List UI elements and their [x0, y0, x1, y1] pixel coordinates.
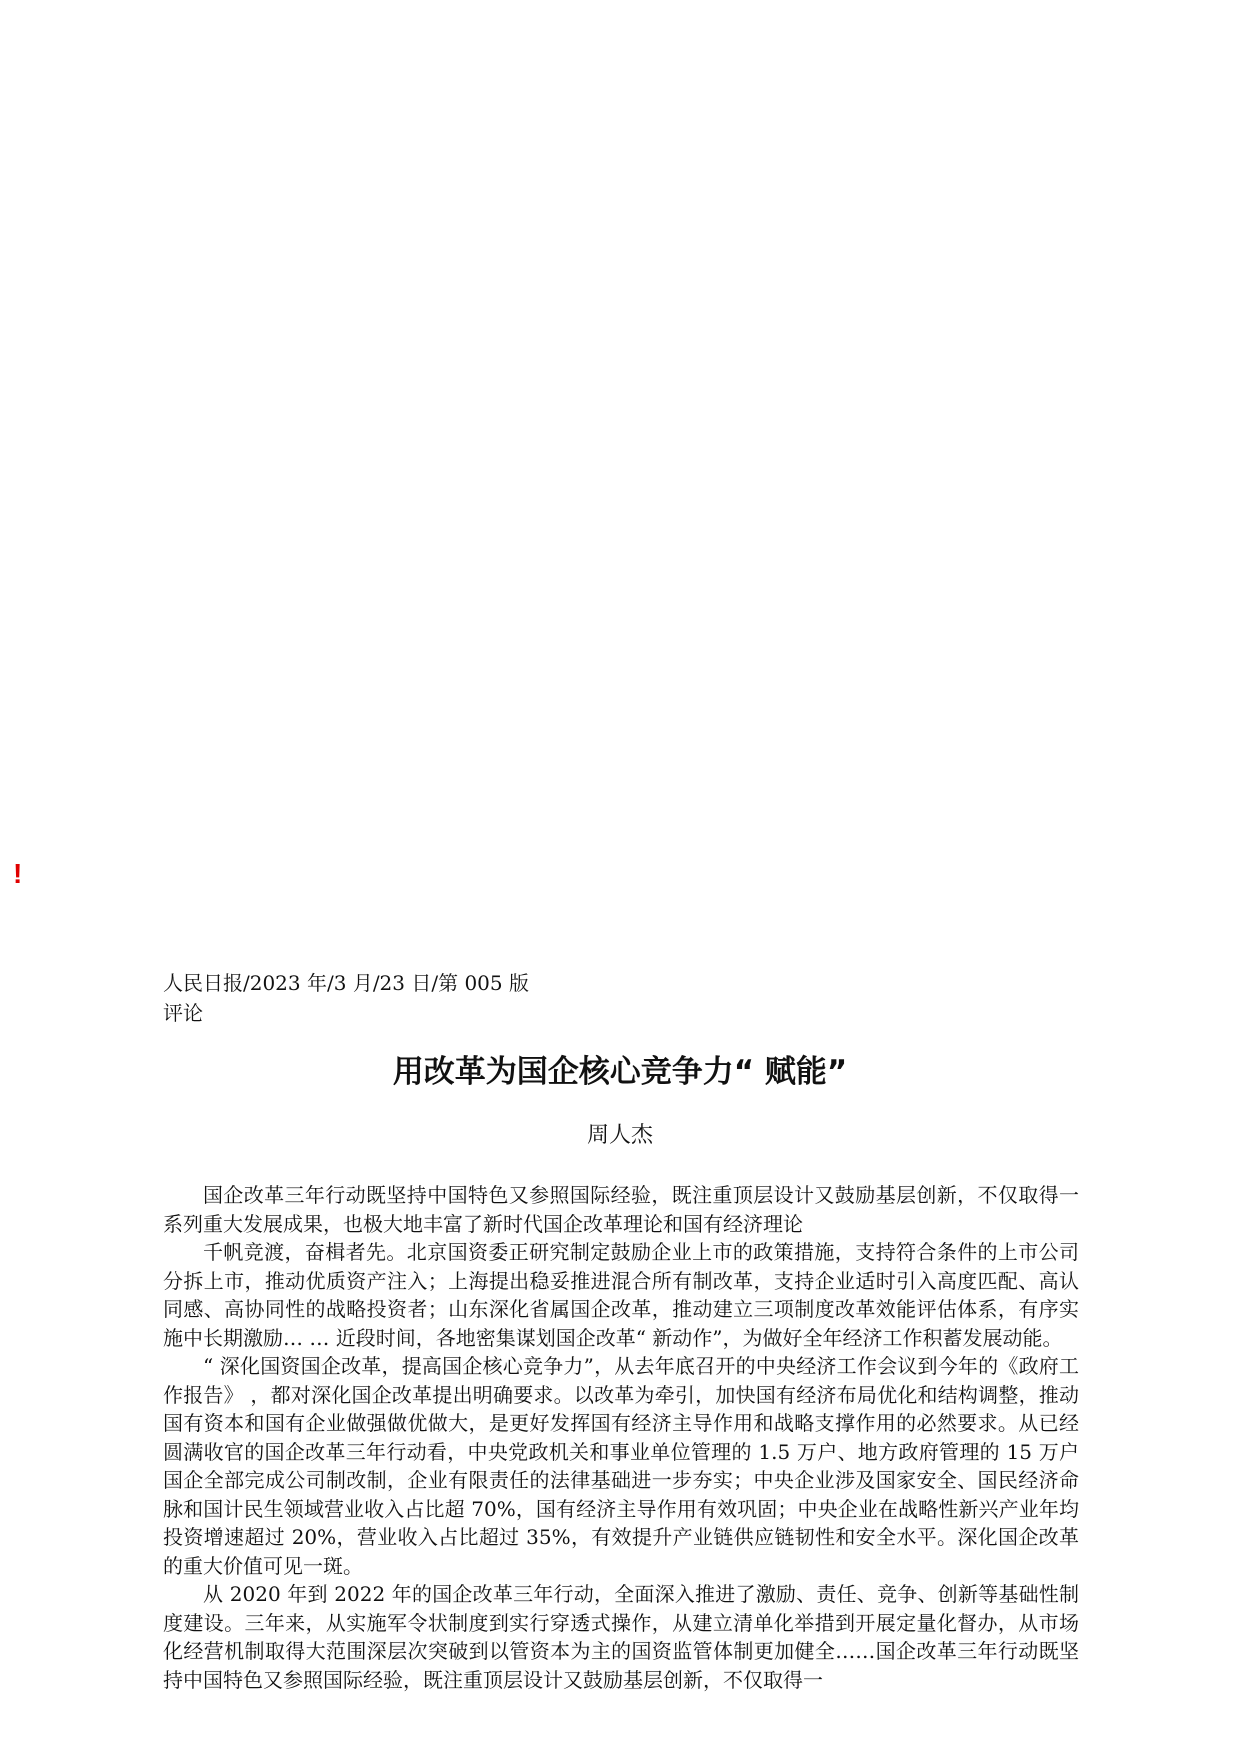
paragraph-4: 从 2020 年到 2022 年的国企改革三年行动，全面深入推进了激励、责任、竞争、创新等基础性制度建设。三年来，从实施军令状制度到实行穿透式操作，从建立清单化举措到开展定量化督办，从市场化经营机制取得大范围深层次突破到以管资本为主的国资监管体制更加健全……国企改革三年行动既坚持中国特色又参照国际经验，既注重顶层设计又鼓励基层创新，不仅取得一 [163, 1582, 1079, 1692]
source-line: 人民日报/2023 年/3 月/23 日/第 005 版评论 [163, 971, 529, 1025]
paragraph-1: 国企改革三年行动既坚持中国特色又参照国际经验，既注重顶层设计又鼓励基层创新，不仅取得一系列重大发展成果，也极大地丰富了新时代国企改革理论和国有经济理论 [163, 1183, 1079, 1236]
paragraph-2: 千帆竞渡，奋楫者先。北京国资委正研究制定鼓励企业上市的政策措施，支持符合条件的上市公司分拆上市，推动优质资产注入；上海提出稳妥推进混合所有制改革，支持企业适时引入高度匹配、高认同感、高协同性的战略投资者；山东深化省属国企改革，推动建立三项制度改革效能评估体系，有序实施中长期激励… … 近段时间，各地密集谋划国企改革“ 新动作”，为做好全年经济工作积蓄发展动能。 [163, 1240, 1079, 1350]
article-body [163, 1181, 1079, 1694]
article-author: 周人杰 [586, 1123, 653, 1148]
red-exclamation-mark: ! [13, 858, 23, 889]
paragraph-3: “ 深化国资国企改革，提高国企核心竞争力”，从去年底召开的中央经济工作会议到今年的《政府工作报告》 ，都对深化国企改革提出明确要求。以改革为牵引，加快国有经济布局优化和结构调整，推动国有资本和国有企业做强做优做大，是更好发挥国有经济主导作用和战略支撑作用的必然要求。从已经圆满收官的国企改革三年行动看，中央党政机关和事业单位管理的 1.5 万户、地方政府管理的 15 万户国企全部完成公司制改制，企业有限责任的法律基础进一步夯实；中央企业涉及国家安全、国民经济命脉和国计民生领域营业收入占比超 70%，国有经济主导作用有效巩固；中央企业在战略性新兴产业年均投资增速超过 20%，营业收入占比超过 35%，有效提升产业链供应链韧性和安全水平。深化国企改革的重大价值可见一斑。 [163, 1354, 1079, 1578]
article-title: 用改革为国企核心竞争力“ 赋能” [392, 1054, 848, 1090]
